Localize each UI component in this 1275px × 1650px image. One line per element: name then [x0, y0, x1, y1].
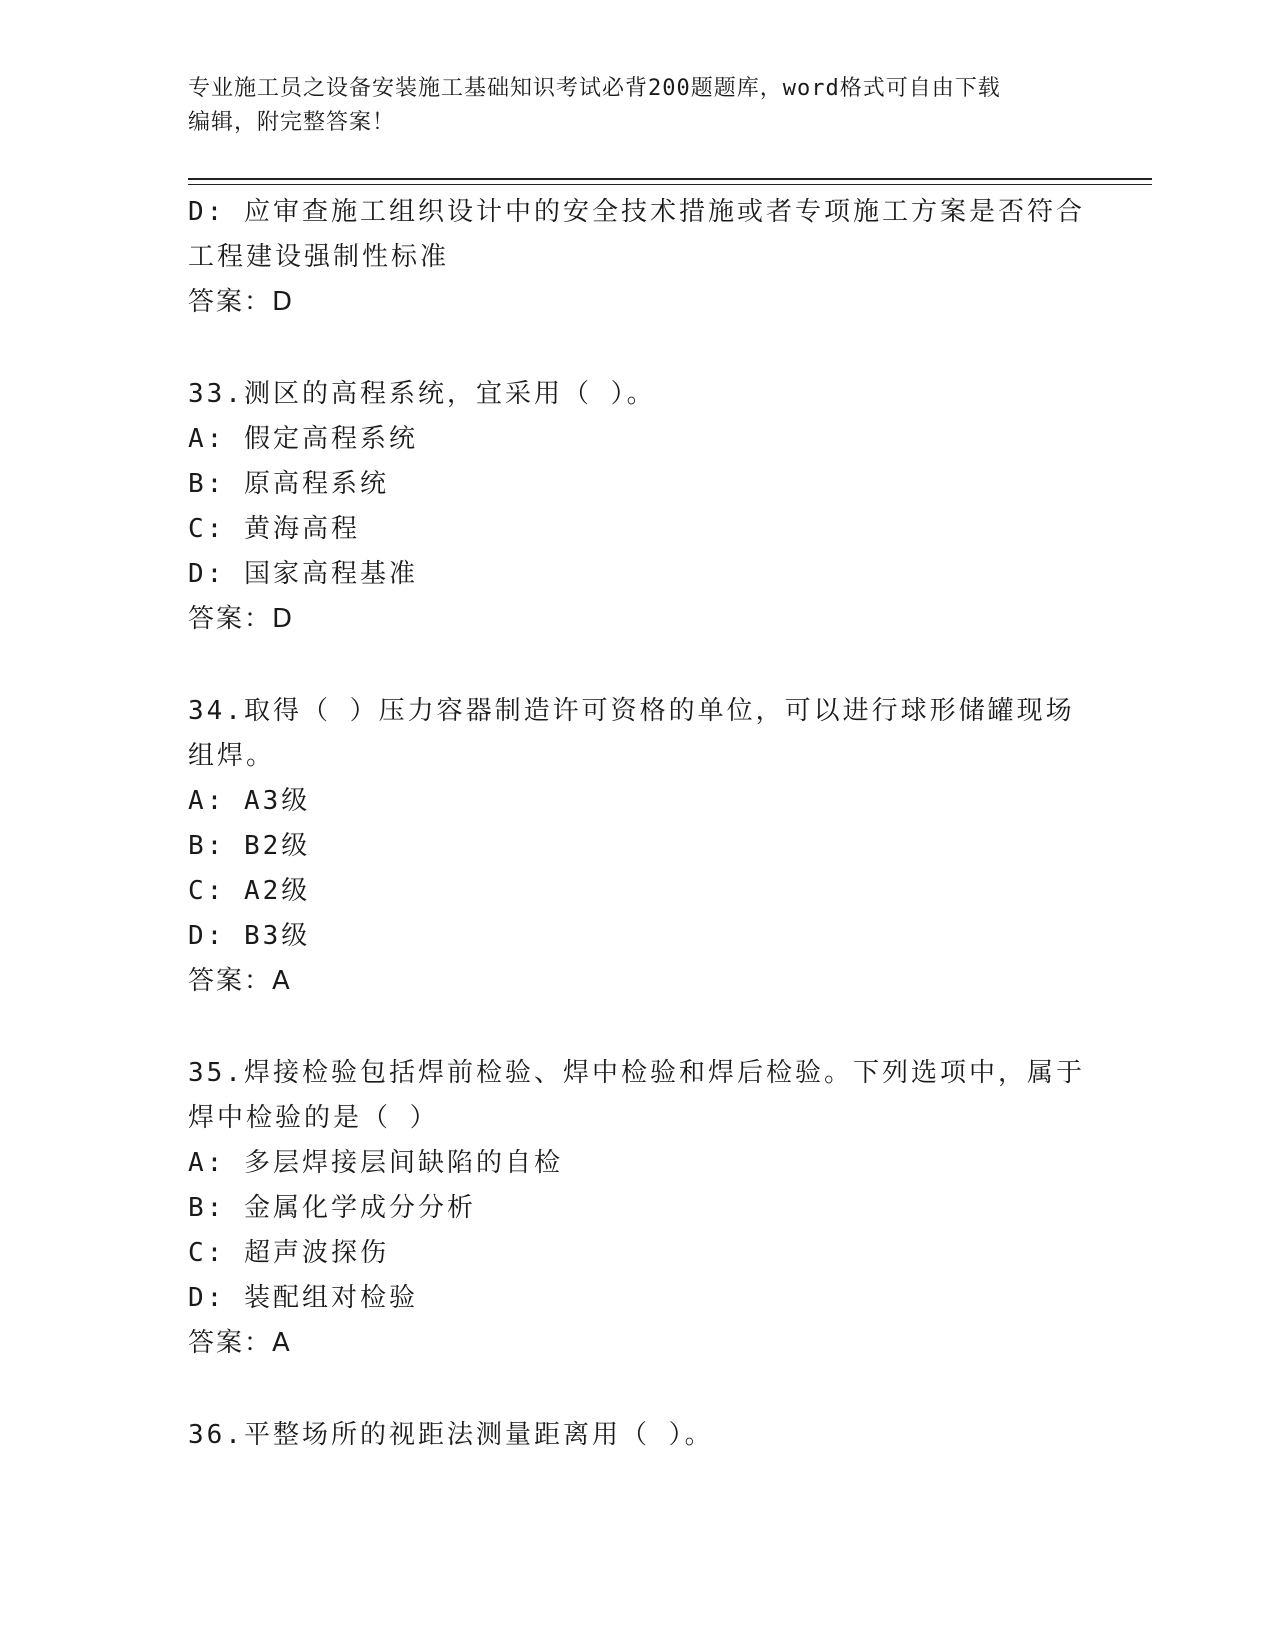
header-title-line-1: 专业施工员之设备安装施工基础知识考试必背200题题库，word格式可自由下载	[188, 76, 1001, 101]
answer-label: 答案：D	[188, 604, 295, 634]
question-stem: 35.焊接检验包括焊前检验、焊中检验和焊后检验。下列选项中，属于	[188, 1058, 1085, 1088]
question-block-34	[188, 689, 1088, 1004]
option-a: A: A3级	[188, 786, 311, 816]
question-block-prev	[188, 190, 1088, 325]
option-d: D: 装配组对检验	[188, 1283, 418, 1313]
answer-label: 答案：D	[188, 287, 295, 317]
question-stem: 36.平整场所的视距法测量距离用（ ）。	[188, 1420, 714, 1450]
option-b: B: 原高程系统	[188, 469, 389, 499]
spacer	[188, 1366, 1088, 1413]
option-d: D: 国家高程基准	[188, 559, 418, 589]
answer-label: 答案：A	[188, 966, 292, 996]
option-c: C: 超声波探伤	[188, 1238, 389, 1268]
option-b: B: 金属化学成分分析	[188, 1193, 476, 1223]
option-d: D: B3级	[188, 921, 311, 951]
question-block-33	[188, 372, 1088, 642]
document-header	[188, 72, 1068, 140]
spacer	[188, 642, 1088, 689]
spacer	[188, 1004, 1088, 1051]
option-a: A: 假定高程系统	[188, 424, 418, 454]
option-c: C: A2级	[188, 876, 311, 906]
question-block-36	[188, 1413, 1088, 1458]
question-stem: 34.取得（ ）压力容器制造许可资格的单位，可以进行球形储罐现场	[188, 696, 1075, 726]
option-a: A: 多层焊接层间缺陷的自检	[188, 1148, 563, 1178]
answer-label: 答案：A	[188, 1328, 292, 1358]
question-block-35	[188, 1051, 1088, 1366]
header-title-line-2: 编辑，附完整答案！	[188, 110, 396, 135]
option-d-continued: 工程建设强制性标准	[188, 242, 450, 272]
question-stem-continued: 焊中检验的是（ ）	[188, 1103, 439, 1133]
option-b: B: B2级	[188, 831, 311, 861]
header-divider-thin	[188, 184, 1152, 185]
question-list	[188, 190, 1088, 1458]
option-c: C: 黄海高程	[188, 514, 360, 544]
header-divider-thick	[188, 178, 1152, 180]
spacer	[188, 325, 1088, 372]
question-stem-continued: 组焊。	[188, 741, 276, 771]
option-d: D: 应审查施工组织设计中的安全技术措施或者专项施工方案是否符合	[188, 197, 1085, 227]
question-stem: 33.测区的高程系统，宜采用（ ）。	[188, 379, 656, 409]
